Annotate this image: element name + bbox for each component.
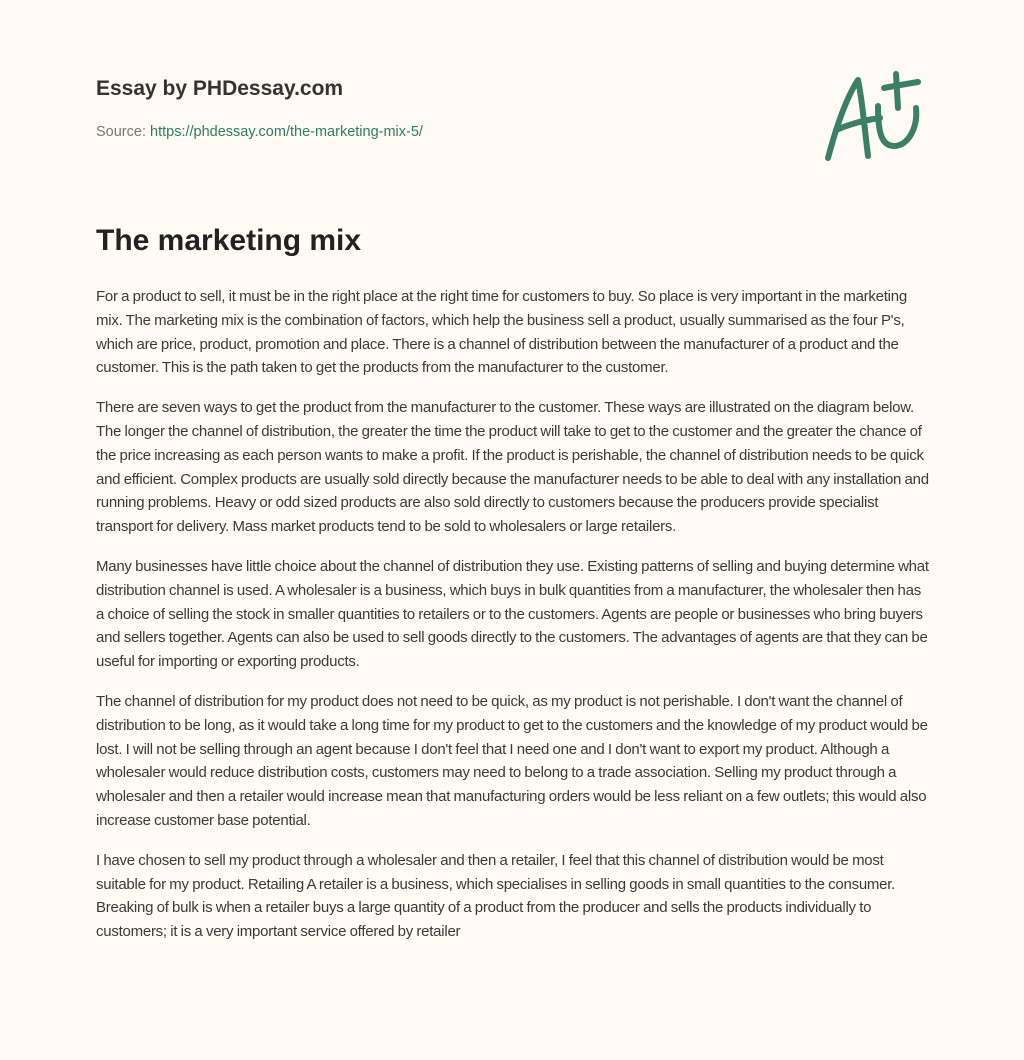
paragraph: For a product to sell, it must be in the right place at the right time for customers to buy. So place is very important in the marketing mix. The marketing mix is the combination of factors, which help the business sell a product, usually summarised as the four P's, which are price, product, promotion and place. There is a channel of distribution between the manufacturer of a product and the customer. This is the path taken to get the products from the manufacturer to the customer. xyxy=(96,288,907,377)
article-title: The marketing mix xyxy=(96,224,362,257)
source-line xyxy=(96,124,423,140)
source-link[interactable]: https://phdessay.com/the-marketing-mix-5/ xyxy=(150,124,423,140)
paragraph: I have chosen to sell my product through a wholesaler and then a retailer, I feel that this channel of distribution would be most suitable for my product. Retailing A retailer is a business, which specialises in selling goods in small quantities to the consumer. Breaking of bulk is when a retailer buys a large quantity of a product from the producer and sells the products individually to customers; it is a very important service offered by retailer xyxy=(96,851,896,941)
a-plus-logo-icon xyxy=(818,68,928,164)
paragraph: There are seven ways to get the product from the manufacturer to the customer. These ways are illustrated on the diagram below. The longer the channel of distribution, the greater the time the product will take to get to the customer and the greater the chance of the price increasing as each person wants to make a profit. If the product is perishable, the channel of distribution needs to be quick and efficient. Complex products are usually sold directly because the manufacturer needs to be able to deal with any installation and running problems. Heavy or odd sized products are also sold directly to customers because the producers provide specialist transport for delivery. Mass market products tend to be sold to wholesalers or large retailers. xyxy=(96,399,929,536)
article-body xyxy=(96,285,932,960)
paragraph: Many businesses have little choice about the channel of distribution they use. Existing patterns of selling and buying determine what distribution channel is used. A wholesaler is a business, which buys in bulk quantities from a manufacturer, the wholesaler then has a choice of selling the stock in smaller quantities to retailers or to the customers. Agents are people or businesses who bring buyers and sellers together. Agents can also be used to sell goods directly to the customers. The advantages of agents are that they can be useful for importing or exporting products. xyxy=(96,557,929,671)
site-title: Essay by PHDessay.com xyxy=(96,77,344,100)
source-label: Source: xyxy=(96,124,146,140)
paragraph: The channel of distribution for my product does not need to be quick, as my product is not perishable. I don't want the channel of distribution to be long, as it would take a long time for my product to get to the customers and the knowledge of my product would be lost. I will not be selling through an agent because I don't feel that I need one and I don't want to export my product. Although a wholesaler would reduce distribution costs, customers may need to belong to a trade association. Selling my product through a wholesaler and then a retailer would increase mean that manufacturing orders would be less reliant on a few outlets; this would also increase customer base potential. xyxy=(96,692,928,829)
